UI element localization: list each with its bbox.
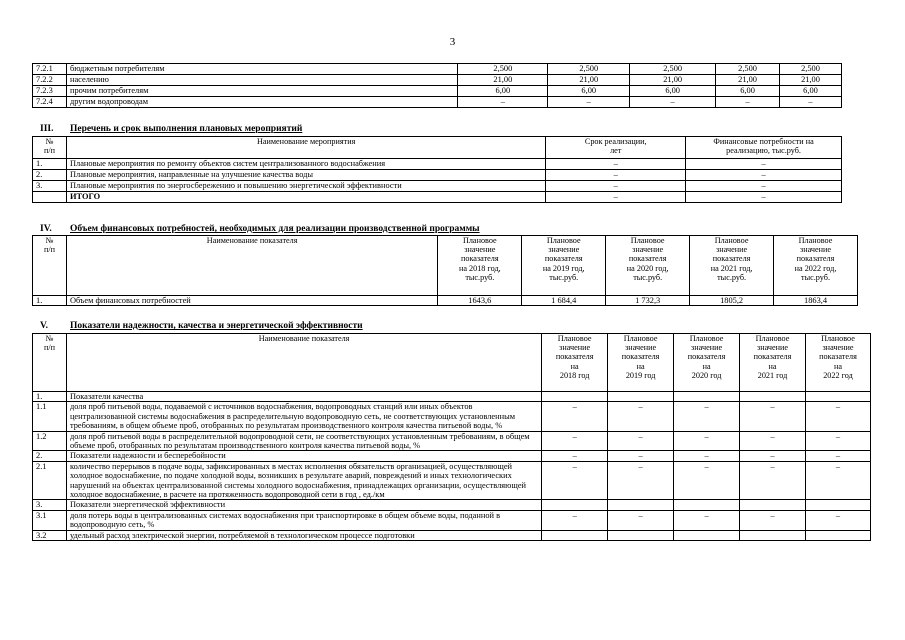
value-cell: 21,00 (458, 75, 548, 86)
value-cell: 21,00 (716, 75, 780, 86)
value-cell: – (740, 451, 806, 461)
table-row (33, 159, 842, 170)
table-row (33, 86, 842, 97)
row-number: 3. (33, 181, 67, 192)
value-cell: 1863,4 (774, 296, 858, 306)
table-row (33, 431, 871, 451)
row-name: бюджетным потребителям (66, 64, 457, 75)
indicators-table (32, 333, 871, 541)
row-name: доля проб питьевой воды в распределительной водопроводной сети, не соответствующих установленным требованиям, в общем объеме проб, отобранных по результатам производственного контроля качества питьевой воды, % (66, 431, 541, 451)
table-row (33, 510, 871, 530)
value-cell (740, 392, 806, 402)
row-name: Плановые мероприятия по энергосбережению и повышению энергетической эффективности (66, 181, 545, 192)
row-name: Показатели качества (66, 392, 541, 402)
section-3-title: Перечень и срок выполнения плановых мероприятий (70, 124, 303, 134)
term-cell: – (546, 170, 686, 181)
value-cell (608, 392, 674, 402)
row-name: Объем финансовых потребностей (66, 296, 437, 306)
finance-cell: – (686, 159, 842, 170)
value-cell: 2,500 (780, 64, 842, 75)
col-year-plan: Плановое значение показателя на 2021 год, тыс.руб. (690, 236, 774, 296)
row-number: 2. (33, 451, 67, 461)
value-cell: – (608, 402, 674, 431)
value-cell: 21,00 (548, 75, 630, 86)
row-name: прочим потребителям (66, 86, 457, 97)
value-cell: – (740, 402, 806, 431)
tariff-table (32, 63, 842, 108)
value-cell (542, 392, 608, 402)
term-cell: – (546, 192, 686, 203)
value-cell: – (674, 402, 740, 431)
row-number (33, 192, 67, 203)
value-cell: 6,00 (630, 86, 716, 97)
table-row (33, 392, 871, 402)
row-name: населению (66, 75, 457, 86)
term-cell: – (546, 159, 686, 170)
row-number: 3.1 (33, 510, 67, 530)
row-name: доля проб питьевой воды, подаваемой с источников водоснабжения, водопроводных станций или иных объектов централизованной системы водоснабжения в распределительную водопроводную сеть, не соответствующих установленным требованиям, в общем объеме проб, отобранных по результатам производственного контроля качества питьевой воды, % (66, 402, 541, 431)
value-cell: 21,00 (630, 75, 716, 86)
value-cell: – (608, 461, 674, 500)
table-row (33, 64, 842, 75)
value-cell: 21,00 (780, 75, 842, 86)
value-cell: 1805,2 (690, 296, 774, 306)
finance-table (32, 235, 858, 306)
row-number: 1. (33, 392, 67, 402)
value-cell (740, 530, 806, 540)
finance-cell: – (686, 181, 842, 192)
col-number: № п/п (33, 137, 67, 159)
value-cell: 2,500 (630, 64, 716, 75)
value-cell (806, 500, 871, 510)
section-4-heading (40, 224, 480, 234)
row-name: Показатели надежности и бесперебойности (66, 451, 541, 461)
value-cell (740, 500, 806, 510)
row-number: 1. (33, 159, 67, 170)
value-cell (542, 530, 608, 540)
value-cell: – (542, 461, 608, 500)
col-number: № п/п (33, 334, 67, 392)
row-name: Плановые мероприятия, направленные на улучшение качества воды (66, 170, 545, 181)
col-year-plan: Плановое значение показателя на 2020 год (674, 334, 740, 392)
row-name: Плановые мероприятия по ремонту объектов систем централизованного водоснабжения (66, 159, 545, 170)
row-name: другим водопроводам (66, 97, 457, 108)
row-name: удельный расход электрической энергии, потребляемой в технологическом процессе подготовки (66, 530, 541, 540)
row-name: количество перерывов в подаче воды, зафиксированных в местах исполнения обязательств организацией, осуществляющей холодное водоснабжение, по подаче холодной воды, возникших в результате аварий, повреждений и иных технологических нарушений на объектах централизованной системы холодного водоснабжения, принадлежащих организации, осуществляющей холодное водоснабжение, в расчете на протяженность водопроводной сети в год , ед./км (66, 461, 541, 500)
value-cell: 2,500 (548, 64, 630, 75)
value-cell: – (806, 461, 871, 500)
section-3-heading (40, 124, 302, 134)
value-cell: – (716, 97, 780, 108)
table-row (33, 461, 871, 500)
row-number: 2.1 (33, 461, 67, 500)
value-cell: 2,500 (458, 64, 548, 75)
table-row (33, 97, 842, 108)
table-row (33, 530, 871, 540)
value-cell: – (674, 510, 740, 530)
value-cell (674, 500, 740, 510)
col-finance: Финансовые потребности на реализацию, тыс.руб. (686, 137, 842, 159)
value-cell (608, 530, 674, 540)
value-cell: – (740, 510, 806, 530)
section-5-title: Показатели надежности, качества и энергетической эффективности (70, 321, 363, 331)
col-year-plan: Плановое значение показателя на 2019 год, тыс.руб. (522, 236, 606, 296)
section-3-number: III. (40, 124, 54, 134)
value-cell: – (740, 461, 806, 500)
table-row (33, 296, 858, 306)
section-5-heading (40, 321, 363, 331)
term-cell: – (546, 181, 686, 192)
value-cell (674, 392, 740, 402)
value-cell: – (542, 431, 608, 451)
value-cell: – (806, 402, 871, 431)
row-number: 7.2.3 (33, 86, 67, 97)
row-number: 1.1 (33, 402, 67, 431)
value-cell (674, 530, 740, 540)
value-cell: – (806, 451, 871, 461)
value-cell: 6,00 (780, 86, 842, 97)
section-4-number: IV. (40, 224, 52, 234)
measures-table (32, 136, 842, 203)
table-row (33, 402, 871, 431)
col-year-plan: Плановое значение показателя на 2020 год, тыс.руб. (606, 236, 690, 296)
col-year-plan: Плановое значение показателя на 2022 год, тыс.руб. (774, 236, 858, 296)
value-cell: 1643,6 (438, 296, 522, 306)
value-cell (806, 530, 871, 540)
value-cell: – (630, 97, 716, 108)
row-number: 1. (33, 296, 67, 306)
col-year-plan: Плановое значение показателя на 2018 год (542, 334, 608, 392)
col-term: Срок реализации, лет (546, 137, 686, 159)
value-cell: 1 732,3 (606, 296, 690, 306)
value-cell: – (608, 510, 674, 530)
value-cell: – (740, 431, 806, 451)
row-number: 2. (33, 170, 67, 181)
row-name: доля потерь воды в централизованных системах водоснабжения при транспортировке в общем объеме воды, поданной в водопроводную сеть, % (66, 510, 541, 530)
value-cell: – (608, 451, 674, 461)
col-indicator-name: Наименование показателя (66, 236, 437, 296)
table-row (33, 181, 842, 192)
value-cell (542, 500, 608, 510)
table-row (33, 75, 842, 86)
row-number: 7.2.2 (33, 75, 67, 86)
value-cell: – (542, 451, 608, 461)
value-cell: – (548, 97, 630, 108)
col-year-plan: Плановое значение показателя на 2021 год (740, 334, 806, 392)
finance-cell: – (686, 192, 842, 203)
row-number: 1.2 (33, 431, 67, 451)
value-cell: – (674, 431, 740, 451)
table-row (33, 451, 871, 461)
table-row (33, 192, 842, 203)
value-cell: – (542, 510, 608, 530)
value-cell (806, 392, 871, 402)
value-cell: – (542, 402, 608, 431)
value-cell: – (674, 451, 740, 461)
row-number: 3.2 (33, 530, 67, 540)
value-cell: – (674, 461, 740, 500)
col-indicator-name: Наименование показателя (66, 334, 541, 392)
finance-cell: – (686, 170, 842, 181)
value-cell (608, 500, 674, 510)
value-cell: 2,500 (716, 64, 780, 75)
value-cell: 6,00 (458, 86, 548, 97)
page-number: 3 (449, 36, 456, 48)
value-cell: – (780, 97, 842, 108)
section-4-title: Объем финансовых потребностей, необходимых для реализации производственной программы (70, 224, 480, 234)
value-cell: – (458, 97, 548, 108)
value-cell: – (806, 510, 871, 530)
table-row (33, 500, 871, 510)
row-number: 7.2.4 (33, 97, 67, 108)
row-name: ИТОГО (66, 192, 545, 203)
section-5-number: V. (40, 321, 49, 331)
col-number: № п/п (33, 236, 67, 296)
value-cell: – (806, 431, 871, 451)
value-cell: 6,00 (716, 86, 780, 97)
row-number: 3. (33, 500, 67, 510)
value-cell: 1 684,4 (522, 296, 606, 306)
col-year-plan: Плановое значение показателя на 2019 год (608, 334, 674, 392)
row-number: 7.2.1 (33, 64, 67, 75)
value-cell: 6,00 (548, 86, 630, 97)
table-row (33, 170, 842, 181)
row-name: Показатели энергетической эффективности (66, 500, 541, 510)
col-year-plan: Плановое значение показателя на 2022 год (806, 334, 871, 392)
col-year-plan: Плановое значение показателя на 2018 год, тыс.руб. (438, 236, 522, 296)
col-measure-name: Наименование мероприятия (66, 137, 545, 159)
value-cell: – (608, 431, 674, 451)
